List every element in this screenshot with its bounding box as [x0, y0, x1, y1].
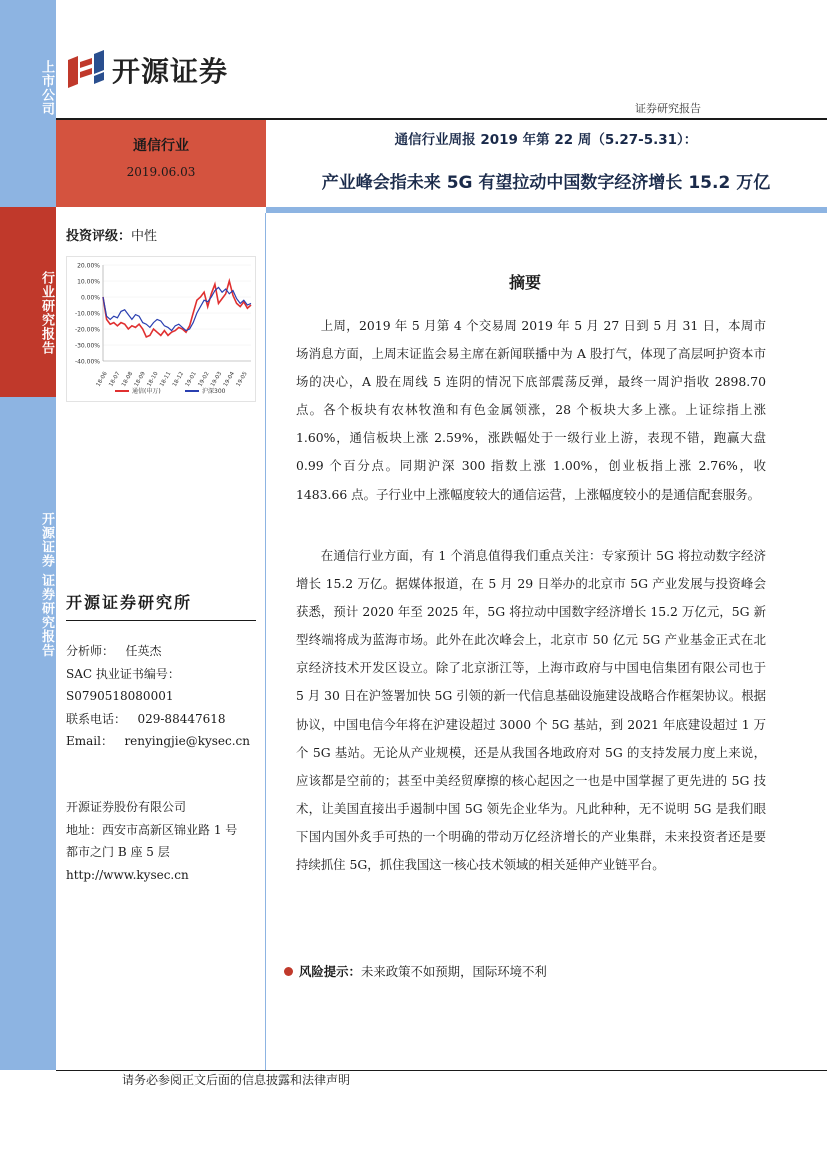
- analyst-name: 任英杰: [125, 644, 162, 658]
- chart-series-line: [103, 281, 251, 337]
- chart-x-tick-label: 19-04: [222, 371, 237, 388]
- abstract-paragraph-2: 在通信行业方面，有 1 个消息值得我们重点关注：专家预计 5G 将拉动数字经济增长 15.2 万亿。据媒体报道，在 5 月 29 日举办的北京市 5G 产业发展与投资峰会获悉，预计 2020 年至 2025 年，5G 将拉动中国数字经济增长 15.2 万亿元，5G 新型终端将成为蓝海市场。此外在此次峰会上，北京市 50 亿元 5G 产业基金正式在北京经济技术开发区设立。除了北京浙江等，上海市政府与中国电信集团有限公司也于 5 月 30 日在沪签署加快 5G 引领的新一代信息基础设施建设战略合作框架协议。根据协议，中国电信今年将在沪建设超过 3000 个 5G 基站，到 2021 年底建设超过 1 万个 5G 基站。无论从产业规模，还是从我国各地政府对 5G 的支持发展力度上来说，应该都是空前的；甚至中美经贸摩擦的核心起因之一也是中国掌握了更先进的 5G 技术，让美国直接出手遏制中国 5G 领先企业华为。凡此种种，无不说明 5G 是我们眼下国内国外炙手可热的一个明确的带动万亿经济增长的产业集群，未来投资者还是要持续抓住 5G，抓住我国这一核心技术领域的相关延伸产业链平台。: [296, 548, 767, 873]
- chart-x-tick-label: 19-05: [235, 371, 249, 388]
- chart-x-tick-label: 18-07: [108, 371, 122, 388]
- analyst-label: 分析师：: [66, 644, 115, 658]
- chart-x-tick-label: 18-12: [171, 371, 186, 388]
- chart-x-tick-label: 19-01: [184, 371, 198, 388]
- report-date: 2019.06.03: [126, 165, 196, 179]
- company-address-1: 地址：西安市高新区锦业路 1 号: [66, 822, 238, 837]
- company-name: 开源证券股份有限公司: [66, 800, 187, 814]
- analyst-info: [66, 640, 261, 753]
- company-address-2: 都市之门 B 座 5 层: [66, 845, 170, 859]
- institute-divider: [66, 620, 256, 621]
- chart-x-tick-label: 18-09: [133, 371, 147, 388]
- chart-x-tick-label: 18-11: [159, 371, 173, 388]
- email-link[interactable]: renyingjie@kysec.cn: [124, 734, 250, 748]
- chart-legend-label: 沪深300: [202, 388, 226, 395]
- brand-name: 开源证券: [112, 55, 229, 88]
- brand-logo: [64, 50, 228, 90]
- chart-x-tick-label: 19-03: [210, 371, 224, 388]
- chart-y-tick-label: 20.00%: [77, 262, 100, 270]
- phone-label: 联系电话：: [66, 711, 127, 726]
- side-tab-firm: 开源证券 证券研究报告: [0, 470, 56, 700]
- performance-chart: [66, 256, 256, 402]
- performance-chart-svg: [67, 257, 257, 403]
- kysec-logo-mark-icon: [64, 50, 108, 90]
- abstract-heading: 摘要: [508, 273, 541, 292]
- report-type-label: 证券研究报告: [635, 102, 701, 115]
- chart-x-tick-label: 18-10: [146, 371, 160, 388]
- investment-rating: [66, 225, 157, 244]
- bullet-icon: [284, 967, 293, 976]
- chart-y-tick-label: -30.00%: [74, 342, 100, 350]
- abstract-paragraph-1: 上周，2019 年 5 月第 4 个交易周 2019 年 5 月 27 日到 5 月 31 日，本周市场消息方面，上周末证监会易主席在新闻联播中为 A 股打气，体现了高层呵护资本市场的决心，A 股在周线 5 连阴的情况下底部震荡反弹，最终一周沪指收 2898.70 点。各个板块有农林牧渔和有色金属领涨，28 个板块大多上涨。上证综指上涨 1.60%，通信板块上涨 2.59%，涨跌幅处于一级行业上游，表现不错，跑赢大盘 0.99 个百分点。同期沪深 300 指数上涨 1.00%，创业板指上涨 2.76%，收 1483.66 点。子行业中上涨幅度较大的通信运营，上涨幅度较小的是通信配套服务。: [296, 318, 766, 502]
- chart-y-tick-label: -20.00%: [74, 326, 100, 334]
- chart-y-tick-label: 10.00%: [77, 278, 100, 286]
- chart-y-tick-label: -40.00%: [74, 358, 100, 366]
- chart-y-tick-label: 0.00%: [80, 294, 100, 302]
- rating-value: 中性: [131, 229, 158, 244]
- email-label: Email：: [66, 734, 113, 748]
- risk-text: 未来政策不如预期，国际环境不利: [360, 964, 547, 979]
- chart-x-tick-label: 18-06: [95, 371, 109, 388]
- company-info: [66, 796, 266, 886]
- research-institute-name: 开源证券研究所: [66, 593, 193, 612]
- company-website[interactable]: http://www.kysec.cn: [66, 867, 189, 882]
- chart-x-tick-label: 19-02: [197, 371, 211, 388]
- risk-label: 风险提示：: [299, 964, 361, 979]
- risk-warning: [284, 962, 547, 980]
- sector-name: 通信行业: [133, 138, 189, 154]
- chart-x-tick-label: 18-08: [120, 371, 135, 388]
- sac-label: SAC 执业证书编号：: [66, 666, 180, 681]
- side-tab-listed: 上市公司: [0, 0, 56, 118]
- chart-legend-label: 通信(申万): [132, 388, 161, 395]
- sac-number: S0790518080001: [66, 689, 174, 703]
- report-title: 产业峰会指未来 5G 有望拉动中国数字经济增长 15.2 万亿: [321, 173, 771, 193]
- report-series: 通信行业周报 2019 年第 22 周（5.27-5.31）：: [394, 132, 698, 148]
- rating-label: 投资评级：: [66, 229, 132, 244]
- header-divider: [266, 207, 827, 213]
- chart-y-tick-label: -10.00%: [74, 310, 100, 318]
- legal-disclaimer: 请务必参阅正文后面的信息披露和法律声明: [122, 1073, 351, 1087]
- header-sector-block: [56, 120, 266, 207]
- phone-number: 029-88447618: [137, 711, 226, 726]
- side-tab-industry: 行业研究报告: [0, 207, 56, 397]
